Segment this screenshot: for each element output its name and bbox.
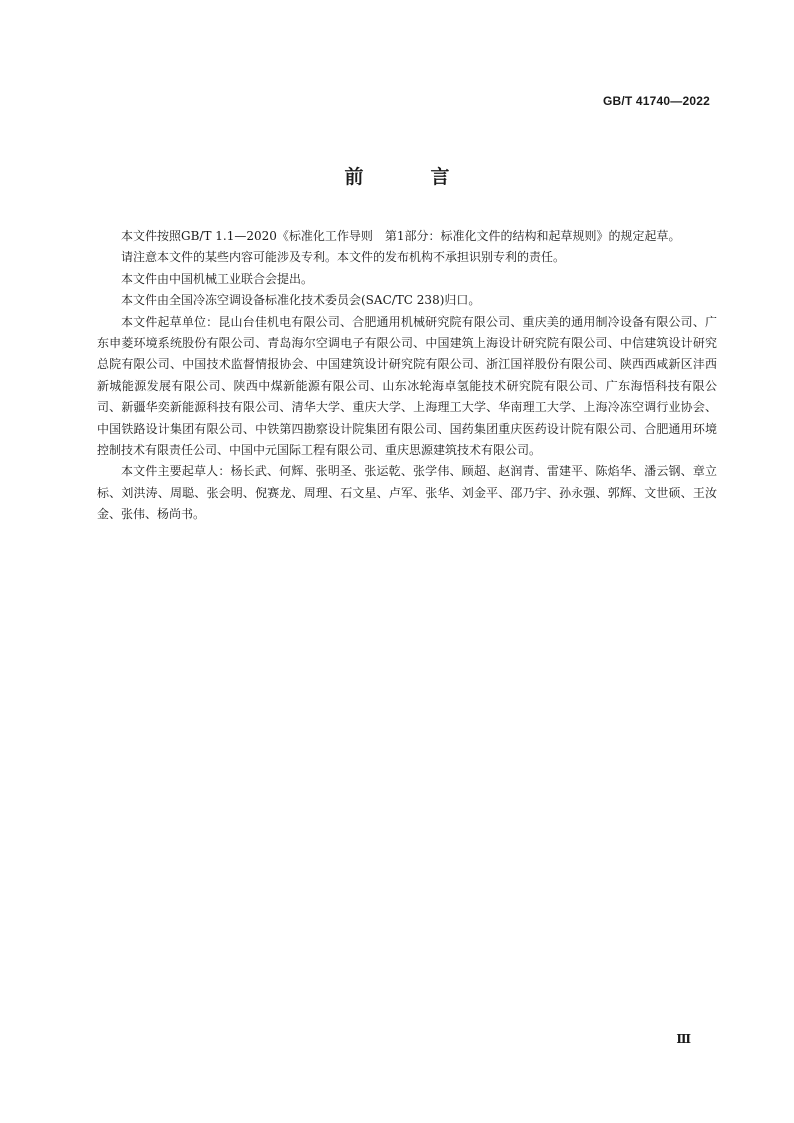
foreword-body <box>97 226 717 526</box>
paragraph-committee: 本文件由全国冷冻空调设备标准化技术委员会(SAC/TC 238)归口。 <box>121 293 481 308</box>
paragraph-drafting-units: 本文件起草单位：昆山台佳机电有限公司、合肥通用机械研究院有限公司、重庆美的通用制冷设备有限公司、广东申菱环境系统股份有限公司、青岛海尔空调电子有限公司、中国建筑上海设计研究院有限公司、中信建筑设计研究总院有限公司、中国技术监督情报协会、中国建筑设计研究院有限公司、浙江国祥股份有限公司、陕西西咸新区沣西新城能源发展有限公司、陕西中煤新能源有限公司、山东冰轮海卓氢能技术研究院有限公司、广东海悟科技有限公司、新疆华奕新能源科技有限公司、清华大学、重庆大学、上海理工大学、华南理工大学、上海冷冻空调行业协会、中国铁路设计集团有限公司、中铁第四勘察设计院集团有限公司、国药集团重庆医药设计院有限公司、合肥通用环境控制技术有限责任公司、中国中元国际工程有限公司、重庆思源建筑技术有限公司。 <box>97 314 717 458</box>
paragraph-drafting-rules: 本文件按照GB/T 1.1—2020《标准化工作导则 第1部分：标准化文件的结构和起草规则》的规定起草。 <box>121 229 681 243</box>
standard-number: GB/T 41740—2022 <box>602 94 710 108</box>
page-title: 前 言 <box>344 166 474 188</box>
paragraph-proposer: 本文件由中国机械工业联合会提出。 <box>121 271 314 286</box>
paragraph-patent-notice: 请注意本文件的某些内容可能涉及专利。本文件的发布机构不承担识别专利的责任。 <box>121 250 566 265</box>
page-number: Ⅲ <box>676 1032 691 1046</box>
paragraph-drafters: 本文件主要起草人：杨长武、何辉、张明圣、张运乾、张学伟、顾超、赵润青、雷建平、陈焰华、潘云钢、章立标、刘洪涛、周聪、张会明、倪赛龙、周理、石文星、卢军、张华、刘金平、邵乃宇、孙永强、郭辉、文世硕、王汝金、张伟、杨尚书。 <box>97 464 717 522</box>
